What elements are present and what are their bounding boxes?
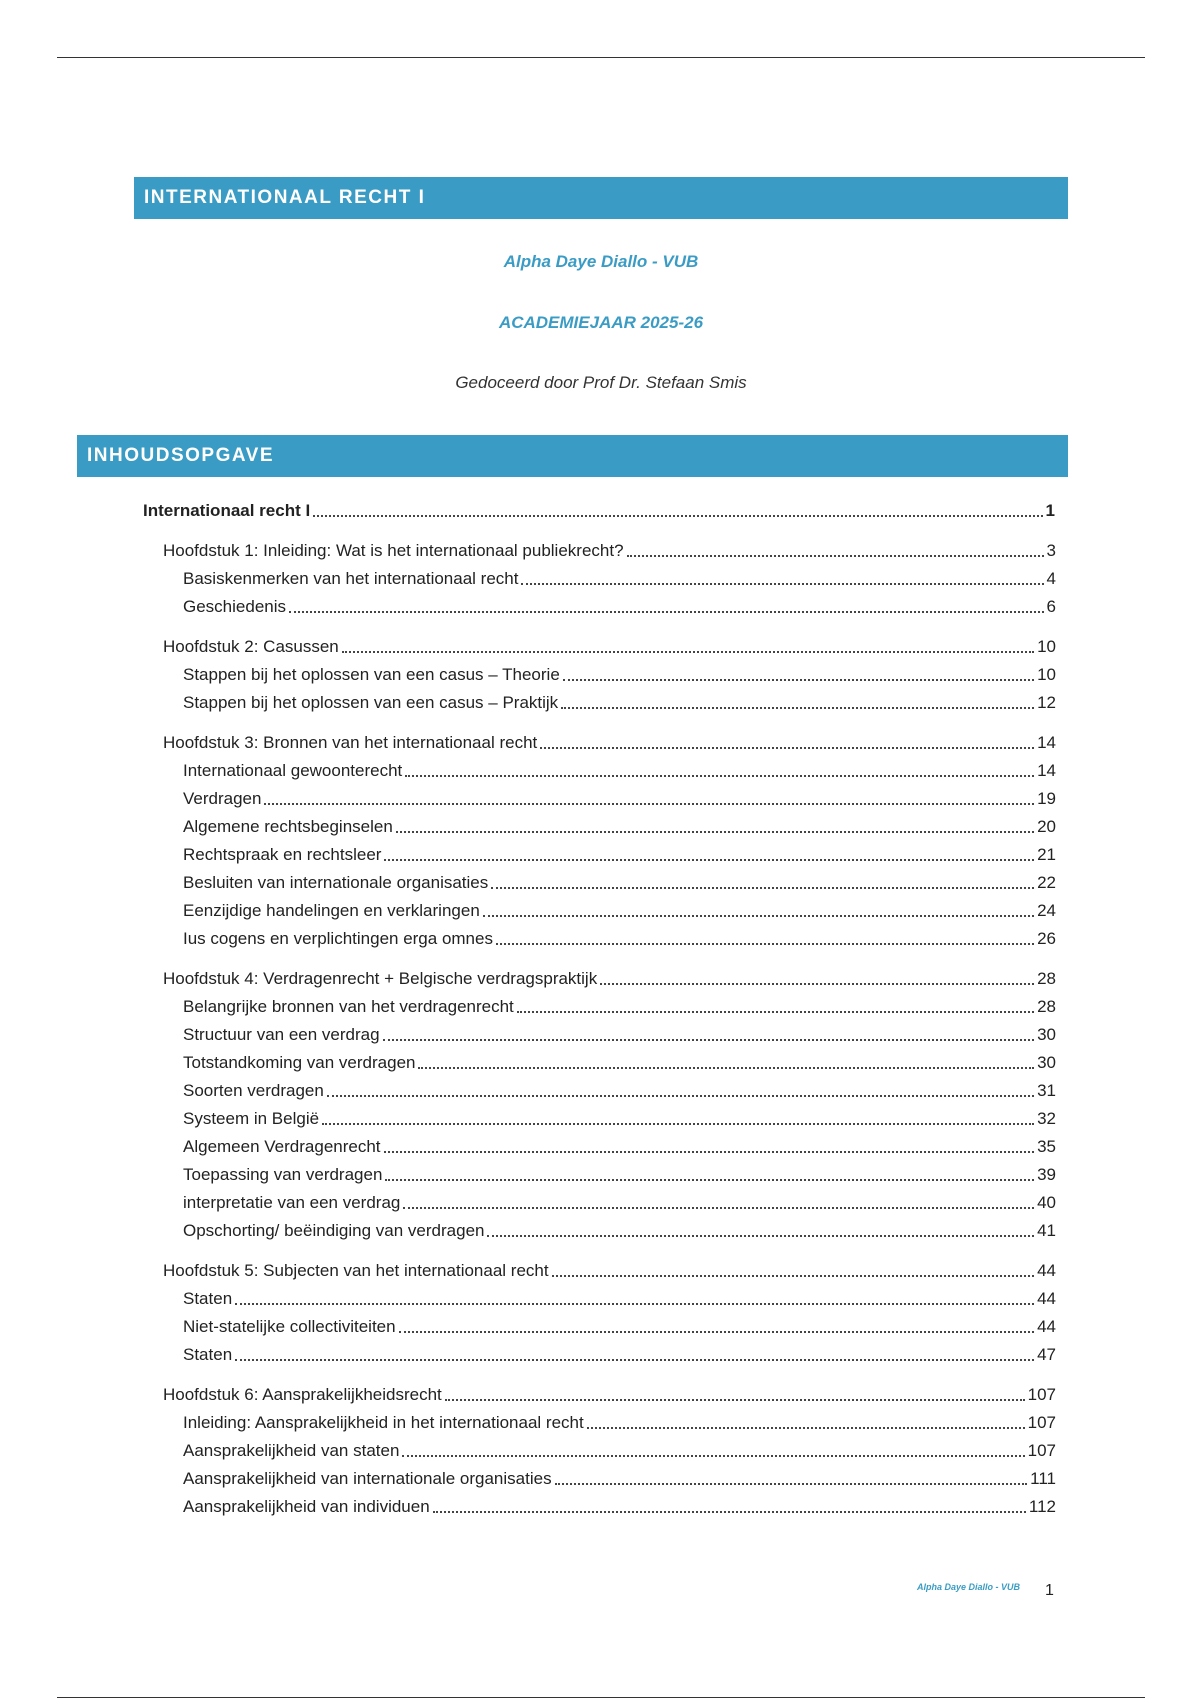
toc-page-number: 30 bbox=[1037, 1053, 1056, 1072]
toc-heading-banner bbox=[77, 435, 1068, 477]
toc-page-number: 44 bbox=[1037, 1289, 1056, 1308]
toc-entry[interactable]: Hoofdstuk 4: Verdragenrecht + Belgische verdragspraktijk 28 bbox=[163, 969, 1056, 988]
toc-entry[interactable]: Internationaal recht I 1 bbox=[143, 501, 1055, 520]
toc-page-number: 19 bbox=[1037, 789, 1056, 808]
author-line: Alpha Daye Diallo - VUB bbox=[503, 252, 699, 271]
toc-page-number: 44 bbox=[1037, 1261, 1056, 1280]
toc-page-number: 41 bbox=[1037, 1221, 1056, 1240]
toc-page-number: 35 bbox=[1037, 1137, 1056, 1156]
toc-page-number: 47 bbox=[1037, 1345, 1056, 1364]
toc-page-number: 44 bbox=[1037, 1317, 1056, 1336]
toc-entry[interactable]: Verdragen 19 bbox=[183, 789, 1056, 808]
toc-page-number: 28 bbox=[1037, 969, 1056, 988]
toc-entry[interactable]: Hoofdstuk 2: Casussen 10 bbox=[163, 637, 1056, 656]
toc-entry[interactable]: Internationaal gewoonterecht 14 bbox=[183, 761, 1056, 780]
toc-page-number: 14 bbox=[1037, 733, 1056, 752]
toc-page-number: 10 bbox=[1037, 665, 1056, 684]
toc-page-number: 107 bbox=[1027, 1441, 1056, 1460]
toc-page-number: 22 bbox=[1037, 873, 1056, 892]
toc-entry[interactable]: Algemeen Verdragenrecht 35 bbox=[183, 1137, 1056, 1156]
toc-page-number: 40 bbox=[1037, 1193, 1056, 1212]
toc-entry[interactable]: Totstandkoming van verdragen 30 bbox=[183, 1053, 1056, 1072]
toc-entry[interactable]: Inleiding: Aansprakelijkheid in het internationaal recht 107 bbox=[183, 1413, 1056, 1432]
toc-entry[interactable]: Niet-statelijke collectiviteiten 44 bbox=[183, 1317, 1056, 1336]
document-title-banner bbox=[134, 177, 1068, 219]
toc-page-number: 26 bbox=[1037, 929, 1056, 948]
toc-entry[interactable]: Belangrijke bronnen van het verdragenrecht 28 bbox=[183, 997, 1056, 1016]
toc-page-number: 14 bbox=[1037, 761, 1056, 780]
toc-page-number: 28 bbox=[1037, 997, 1056, 1016]
toc-entry[interactable]: Stappen bij het oplossen van een casus – Praktijk 12 bbox=[183, 693, 1056, 712]
toc-entry[interactable]: Geschiedenis 6 bbox=[183, 597, 1056, 616]
toc-entry[interactable]: Structuur van een verdrag 30 bbox=[183, 1025, 1056, 1044]
toc-page-number: 4 bbox=[1046, 569, 1056, 588]
toc-entry[interactable]: Stappen bij het oplossen van een casus – Theorie 10 bbox=[183, 665, 1056, 684]
document-title: INTERNATIONAAL RECHT I bbox=[144, 187, 426, 208]
toc-entry[interactable]: Toepassing van verdragen 39 bbox=[183, 1165, 1056, 1184]
toc-entry[interactable]: Besluiten van internationale organisaties 22 bbox=[183, 873, 1056, 892]
toc-entry[interactable]: Systeem in België 32 bbox=[183, 1109, 1056, 1128]
toc-page-number: 30 bbox=[1037, 1025, 1056, 1044]
toc-page-number: 32 bbox=[1037, 1109, 1056, 1128]
toc-page-number: 39 bbox=[1037, 1165, 1056, 1184]
top-rule bbox=[57, 57, 1145, 58]
toc-page-number: 21 bbox=[1037, 845, 1056, 864]
toc-page-number: 6 bbox=[1046, 597, 1056, 616]
toc-entry[interactable]: Soorten verdragen 31 bbox=[183, 1081, 1056, 1100]
toc-entry[interactable]: Hoofdstuk 6: Aansprakelijkheidsrecht 107 bbox=[163, 1385, 1056, 1404]
toc-entry[interactable]: Aansprakelijkheid van individuen 112 bbox=[183, 1497, 1056, 1516]
toc-entry[interactable]: Eenzijdige handelingen en verklaringen 24 bbox=[183, 901, 1056, 920]
footer-author: Alpha Daye Diallo - VUB bbox=[916, 1582, 1020, 1592]
toc-entry[interactable]: Hoofdstuk 5: Subjecten van het internationaal recht 44 bbox=[163, 1261, 1056, 1280]
toc-entry[interactable]: Rechtspraak en rechtsleer 21 bbox=[183, 845, 1056, 864]
toc-page-number: 10 bbox=[1037, 637, 1056, 656]
toc-page-number: 111 bbox=[1030, 1469, 1056, 1488]
taught-by: Gedoceerd door Prof Dr. Stefaan Smis bbox=[455, 373, 747, 392]
academic-year: ACADEMIEJAAR 2025-26 bbox=[498, 313, 704, 332]
toc-entry[interactable]: Staten 44 bbox=[183, 1289, 1056, 1308]
toc-page-number: 107 bbox=[1027, 1413, 1056, 1432]
toc-entry[interactable]: interpretatie van een verdrag 40 bbox=[183, 1193, 1056, 1212]
bottom-rule bbox=[57, 1697, 1145, 1698]
toc-entry[interactable]: Aansprakelijkheid van internationale organisaties 111 bbox=[183, 1469, 1056, 1488]
toc-page-number: 3 bbox=[1046, 541, 1056, 560]
toc-entry[interactable]: Ius cogens en verplichtingen erga omnes 26 bbox=[183, 929, 1056, 948]
toc-page-number: 20 bbox=[1037, 817, 1056, 836]
toc-entry[interactable]: Basiskenmerken van het internationaal recht 4 bbox=[183, 569, 1056, 588]
toc-page-number: 112 bbox=[1028, 1497, 1056, 1516]
footer-page-number: 1 bbox=[1045, 1582, 1054, 1599]
toc-entry[interactable]: Staten 47 bbox=[183, 1345, 1056, 1364]
toc-page-number: 107 bbox=[1027, 1385, 1056, 1404]
toc-entry[interactable]: Algemene rechtsbeginselen 20 bbox=[183, 817, 1056, 836]
toc-entry[interactable]: Hoofdstuk 1: Inleiding: Wat is het internationaal publiekrecht? 3 bbox=[163, 541, 1056, 560]
toc-page-number: 12 bbox=[1037, 693, 1056, 712]
toc-entry[interactable]: Aansprakelijkheid van staten 107 bbox=[183, 1441, 1056, 1460]
toc-page-number: 24 bbox=[1037, 901, 1056, 920]
toc-page-number: 31 bbox=[1037, 1081, 1056, 1100]
toc-heading: INHOUDSOPGAVE bbox=[87, 445, 275, 466]
toc-entry[interactable]: Opschorting/ beëindiging van verdragen 41 bbox=[183, 1221, 1056, 1240]
toc-entry[interactable]: Hoofdstuk 3: Bronnen van het internationaal recht 14 bbox=[163, 733, 1056, 752]
toc-page-number: 1 bbox=[1045, 501, 1055, 520]
